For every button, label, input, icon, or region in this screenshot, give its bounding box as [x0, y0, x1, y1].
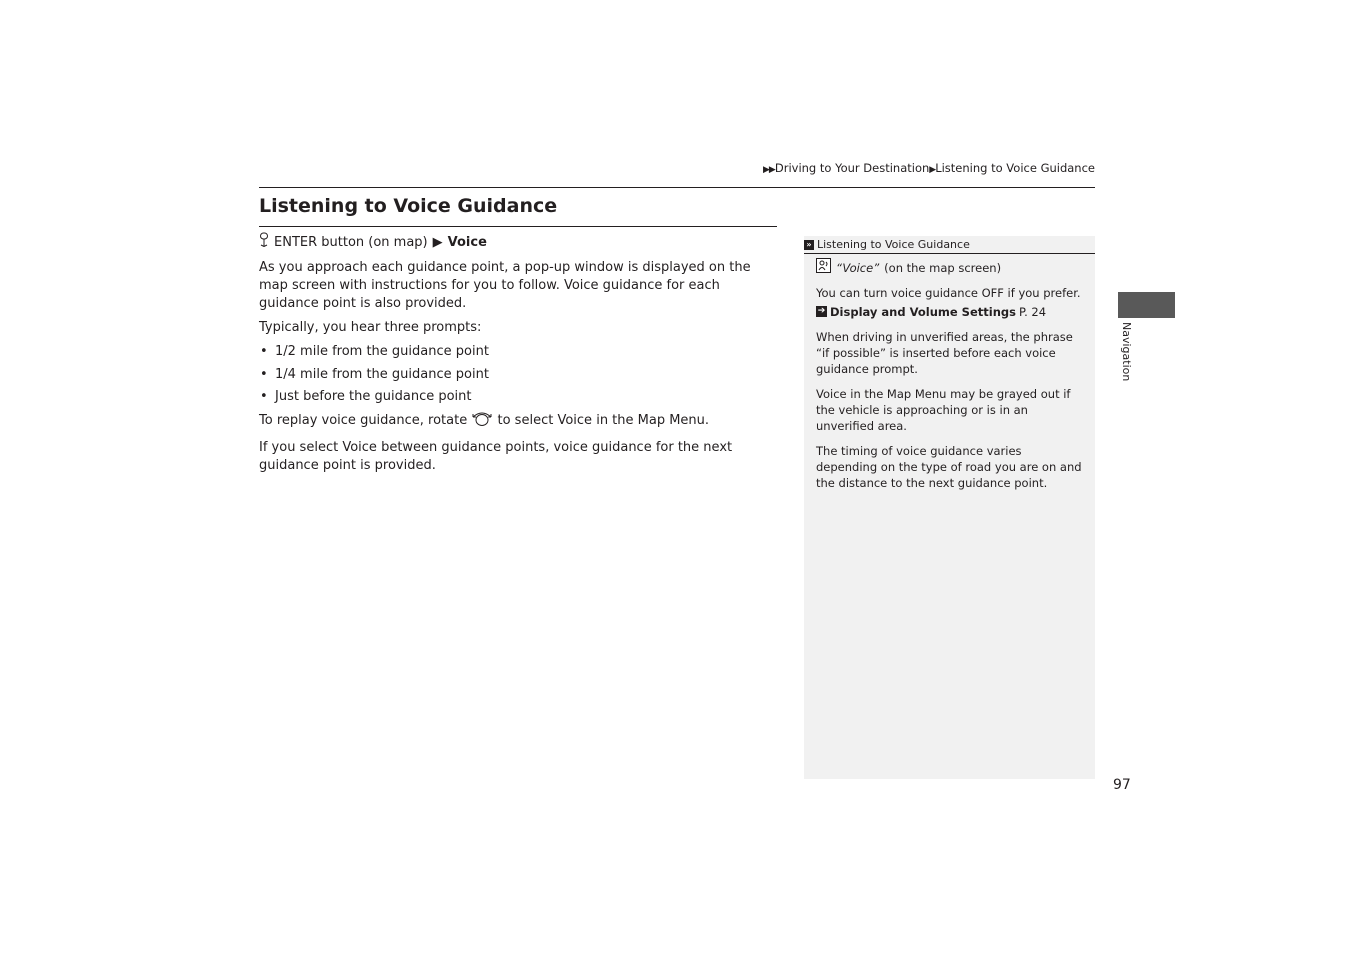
intro-paragraph: As you approach each guidance point, a pop-up window is displayed on the map screen with instructions for you to follow. Voice guidance for each guidance point is also provided. [259, 260, 751, 311]
bullet: • [260, 389, 268, 404]
voice-command-context: (on the map screen) [884, 260, 1002, 275]
voice-command [816, 258, 1083, 277]
list-item: • 1/4 mile from the guidance point [260, 366, 489, 382]
talk-button-icon [816, 258, 831, 277]
chapter-label: Navigation [1120, 322, 1133, 382]
breadcrumb-section: Driving to Your Destination [774, 161, 930, 175]
menu-path-target: Voice [447, 234, 487, 250]
sidebar-body [804, 254, 1095, 491]
menu-path-arrow-icon: ▶ [432, 234, 443, 250]
turn-off-note: You can turn voice guidance OFF if you prefer. ➔ Display and Volume Settings P. 24 [816, 286, 1081, 319]
chapter-tab [1118, 292, 1175, 318]
prompts-list [259, 343, 779, 406]
interface-dial-icon [471, 411, 493, 433]
page-title: Listening to Voice Guidance [259, 195, 558, 217]
timing-note: The timing of voice guidance varies depending on the type of road you are on and the distance to the next guidance point. [816, 443, 1082, 490]
breadcrumb-separator-icon: ▶ [929, 165, 936, 175]
cross-reference-page[interactable]: P. 24 [1018, 304, 1047, 319]
sidebar-header [804, 236, 1095, 254]
bullet: • [260, 344, 268, 359]
double-chevron-icon: » [804, 240, 814, 250]
cross-reference-label[interactable]: Display and Volume Settings [830, 304, 1016, 319]
unverified-note: When driving in unverified areas, the phrase “if possible” is inserted before each voice guidance prompt. [816, 329, 1073, 376]
bullet: • [260, 366, 268, 382]
voice-command-quote: “Voice” [836, 260, 880, 275]
breadcrumb-arrows-icon: ▶▶ [763, 165, 775, 175]
grayed-note: Voice in the Map Menu may be grayed out if the vehicle is approaching or is in an unverified area. [816, 386, 1071, 433]
breadcrumb [763, 161, 1095, 175]
menu-path-button: ENTER button (on map) [274, 234, 428, 250]
cross-reference-arrow-icon: ➔ [817, 306, 826, 316]
menu-path [259, 232, 779, 253]
top-divider [259, 187, 1095, 188]
breadcrumb-current: Listening to Voice Guidance [935, 161, 1095, 175]
list-item: • Just before the guidance point [260, 389, 472, 404]
sidebar-header-text: Listening to Voice Guidance [817, 237, 970, 251]
page-number: 97 [1113, 777, 1131, 793]
sidebar-note [804, 236, 1095, 779]
select-paragraph: If you select Voice between guidance points, voice guidance for the next guidance point is provided. [259, 439, 733, 473]
list-item: • 1/2 mile from the guidance point [260, 344, 489, 359]
title-divider [259, 226, 777, 227]
main-content [259, 232, 779, 481]
replay-paragraph: To replay voice guidance, rotate to select Voice in the Map Menu. [259, 411, 779, 433]
cross-reference-link[interactable] [816, 304, 1046, 320]
prompts-intro: Typically, you hear three prompts: [259, 320, 482, 335]
enter-button-icon [259, 232, 269, 253]
